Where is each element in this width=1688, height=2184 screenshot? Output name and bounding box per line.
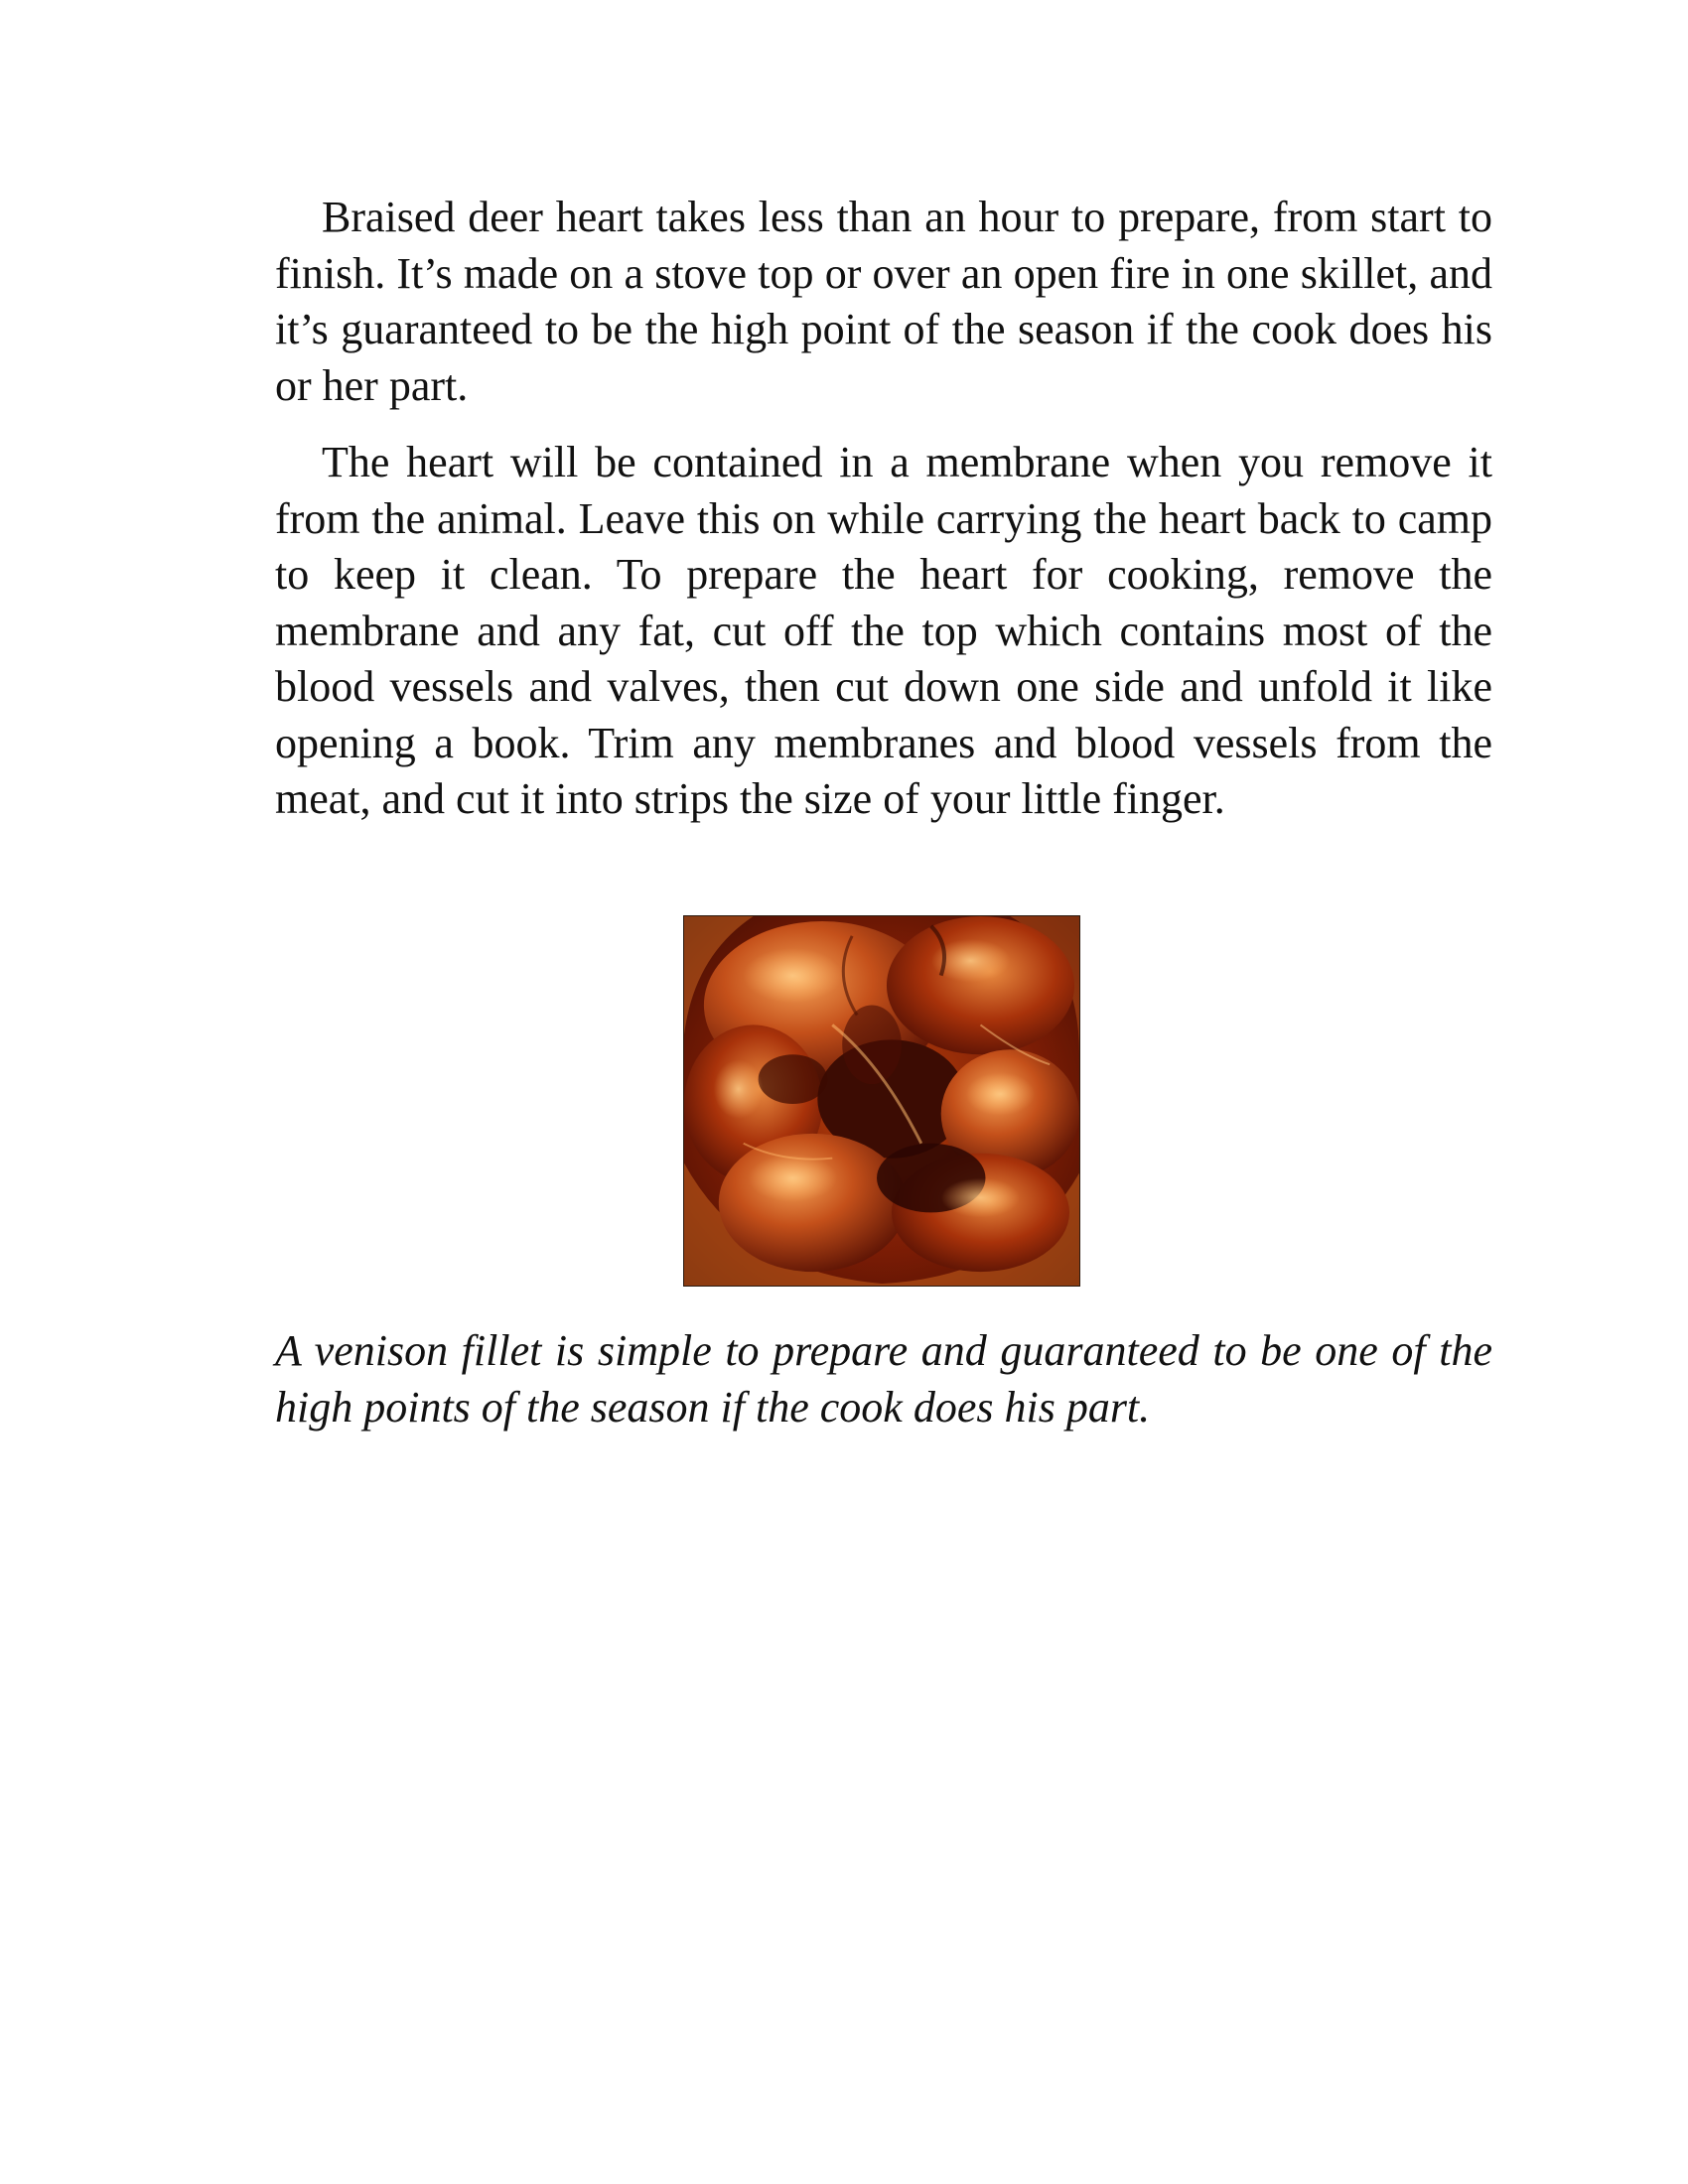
figure-caption: A venison fillet is simple to prepare and guaranteed to be one of the high points of the season if the cook does his part. (275, 1326, 1492, 1432)
body-paragraph-1: Braised deer heart takes less than an hour to prepare, from start to finish. It’s made on a stove top or over an open fire in one skillet, and it’s guaranteed to be the high point of the season if the cook does his or her part. (275, 193, 1492, 410)
braised-heart-photo (683, 915, 1080, 1287)
body-paragraph-2: The heart will be contained in a membrane when you remove it from the animal. Leave this on while carrying the heart back to camp to keep it clean. To prepare the heart for cooking, remove the membrane and any fat, cut off the top which contains most of the blood vessels and valves, then cut down one side and unfold it like opening a book. Trim any membranes and blood vessels from the meat, and cut it into strips the size of your little finger. (275, 438, 1492, 823)
